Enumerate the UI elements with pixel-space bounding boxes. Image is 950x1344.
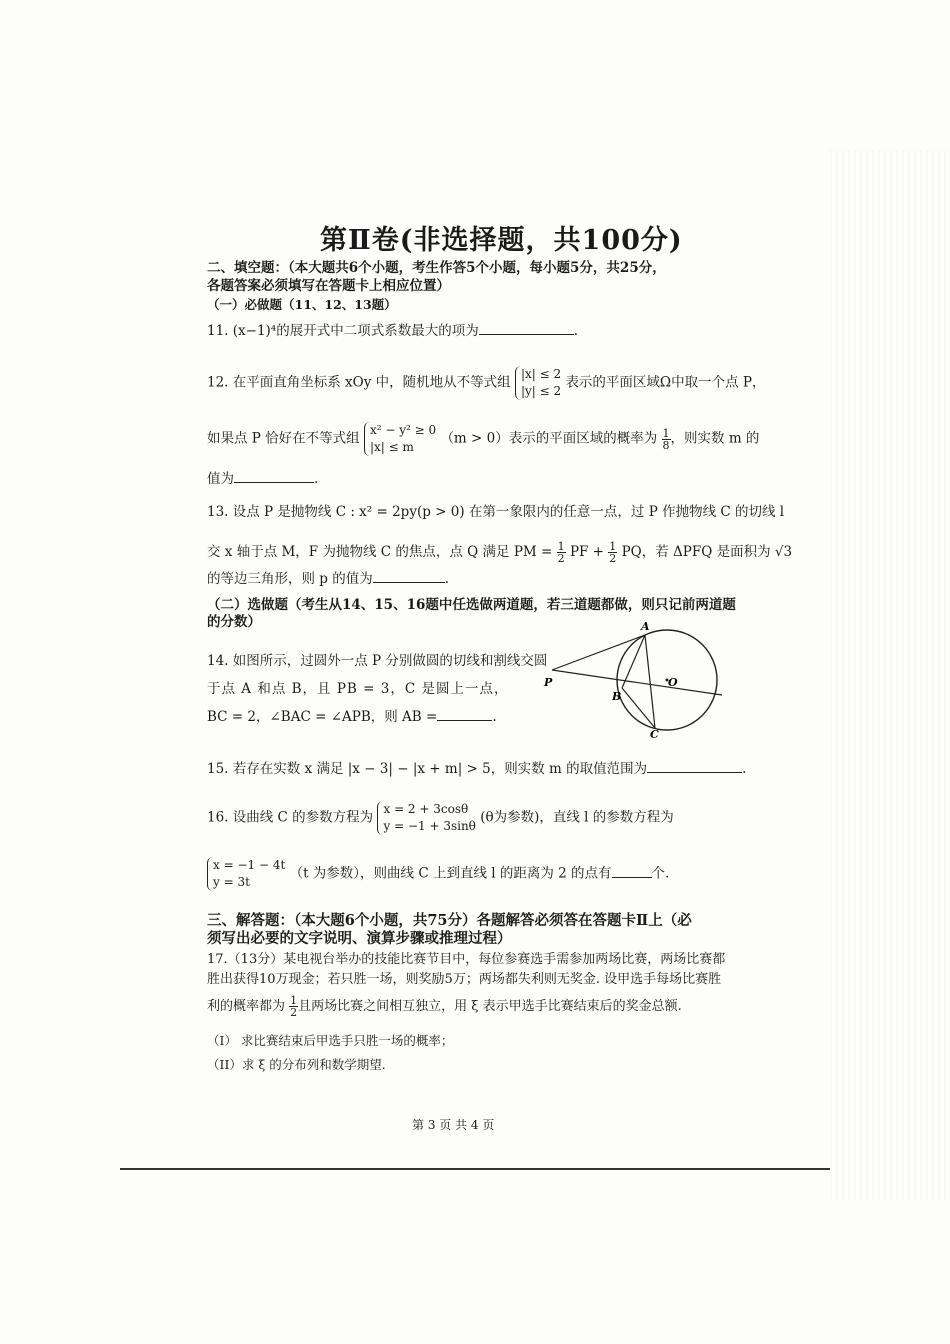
question-17-line1: 17.（13分）某电视台举办的技能比赛节目中，每位参赛选手需参加两场比赛，两场比赛都 [207,952,726,967]
question-17-part2: （II）求 ξ 的分布列和数学期望. [207,1057,386,1072]
q13-frac2-den: 2 [609,552,617,565]
tangent-line-PA [552,635,645,670]
q12-system1 [515,366,561,400]
q14-text-l3: BC = 2，∠BAC = ∠APB，则 AB = [207,709,438,725]
chord-BC [622,688,655,728]
q12-text-b: 表示的平面区域Ω中取一个点 P， [565,374,766,391]
question-12-line1 [207,366,766,400]
q11-text: 11. (x−1)⁴的展开式中二项式系数最大的项为 [207,323,479,339]
q13-fraction2 [608,541,617,564]
q17-fraction [289,995,298,1018]
label-B: B [612,690,622,703]
question-14-line3 [207,708,497,726]
q12-answer-blank[interactable] [234,470,314,483]
circle-diagram [540,620,730,740]
q17-frac-den: 2 [290,1006,298,1019]
q12-sys2-eq1: x² − y² ≥ 0 [369,423,437,437]
q17-frac-num: 1 [290,994,298,1007]
q12-end: . [314,471,319,487]
question-17-line3 [207,995,682,1018]
question-12-line2 [207,422,759,456]
question-17-line2: 胜出获得10万现金；若只胜一场，则奖励5万；两场都失利则无奖金. 设甲选手每场比赛胜 [207,972,722,987]
q17-text-l3a: 利的概率都为 [207,999,286,1014]
q12-sys1-eq1: |x| ≤ 2 [520,367,562,381]
q16-answer-blank[interactable] [612,865,652,878]
q16-sys2-eq2: y = 3t [213,875,250,889]
q15-text: 15. 若存在实数 x 满足 |x − 3| − |x + m| > 5，则实数 m 的取值范围为 [207,761,648,777]
chord-AC [645,635,655,728]
q12-frac-num: 1 [662,426,670,440]
q14-end: . [492,709,497,725]
label-A: A [641,620,650,633]
q13-text-b2: PF + [569,544,604,560]
q13-end: . [444,571,450,587]
q13-answer-blank[interactable] [373,570,445,583]
q13-frac1-den: 2 [557,552,565,565]
q16-sys1-eq2: y = −1 + 3sinθ [383,819,476,833]
q11-end: . [573,323,579,339]
q16-text-a: 16. 设曲线 C 的参数方程为 [207,809,374,826]
question-13-line3 [207,570,449,588]
q15-end: . [742,761,747,777]
q13-text-b1: 交 x 轴于点 M，F 为抛物线 C 的焦点，点 Q 满足 PM = [207,544,553,560]
q16-system2 [207,857,285,891]
q12-sys1-eq2: |y| ≤ 2 [520,384,562,398]
q13-frac1-num: 1 [557,540,565,553]
section3-heading-line2: 须写出必要的文字说明、演算步骤或推理过程） [207,930,512,947]
q13-text-c: 的等边三角形，则 p 的值为 [207,571,373,587]
question-11 [207,322,578,340]
q12-fraction [662,428,671,451]
question-12-line3 [207,470,318,488]
q16-text-c: （t 为参数），则曲线 C 上到直线 l 的距离为 2 的点有 [289,865,612,882]
q12-text-f: 值为 [207,471,234,487]
label-O: O [668,676,678,689]
question-13-line2 [207,541,792,564]
q16-sys2-eq1: x = −1 − 4t [213,858,286,872]
q13-frac2-num: 1 [609,540,617,553]
question-16-line2 [207,857,669,891]
q12-sys2-eq2: |x| ≤ m [369,440,414,454]
label-P: P [544,676,553,689]
label-C: C [650,728,659,740]
section2-heading-line2: 各题答案必须填写在答题卡上相应位置） [207,278,450,294]
q14-answer-blank[interactable] [437,708,492,721]
q12-text-e: ，则实数 m 的 [670,430,760,447]
question-14-line2: 于点 A 和点 B，且 PB = 3，C 是圆上一点， [207,681,509,697]
page-title: 第Ⅱ卷(非选择题，共100分) [320,225,683,256]
footer-rule [120,1168,830,1170]
secant-line-PC [552,670,722,695]
elective-heading-line1: （二）选做题（考生从14、15、16题中任选做两道题，若三道题都做，则只记前两道题 [207,597,736,613]
question-13-line1: 13. 设点 P 是抛物线 C : x² = 2py(p > 0) 在第一象限内的任意一点，过 P 作抛物线 C 的切线 l [207,504,785,520]
q12-frac-den: 8 [662,438,670,452]
q16-sys1-eq1: x = 2 + 3cosθ [383,802,469,816]
question-14-line1: 14. 如图所示，过圆外一点 P 分别做圆的切线和割线交圆 [207,653,548,669]
section2-heading-line1: 二、填空题：（本大题共6个小题，考生作答5个小题，每小题5分，共25分， [207,260,666,276]
q17-text-l3b: 且两场比赛之间相互独立，用 ξ 表示甲选手比赛结束后的奖金总额. [298,999,682,1014]
q11-answer-blank[interactable] [479,322,574,335]
question-17-part1: （I） 求比赛结束后甲选手只胜一场的概率； [207,1033,454,1048]
question-15 [207,760,746,778]
q12-text-a: 12. 在平面直角坐标系 xOy 中，随机地从不等式组 [207,374,511,391]
question-16-line1 [207,801,674,835]
q12-text-d: （m > 0）表示的平面区域的概率为 [440,430,658,447]
q16-end: 个. [651,865,670,882]
q13-text-b3: PQ，若 ΔPFQ 是面积为 √3 [621,544,793,560]
q12-text-c: 如果点 P 恰好在不等式组 [207,430,360,447]
required-heading: （一）必做题（11、12、13题） [207,297,397,312]
q15-answer-blank[interactable] [647,760,742,773]
section3-heading-line1: 三、解答题：（本大题6个小题，共75分）各题解答必须答在答题卡Ⅱ上（必 [207,912,692,929]
page-footer: 第 3 页 共 4 页 [412,1118,495,1132]
scan-noise [830,150,950,1200]
q12-system2 [364,422,436,456]
q13-fraction1 [557,541,566,564]
q16-system1 [377,801,475,835]
elective-heading-line2: 的分数） [207,614,261,630]
q16-text-b: (θ为参数)，直线 l 的参数方程为 [480,809,674,826]
